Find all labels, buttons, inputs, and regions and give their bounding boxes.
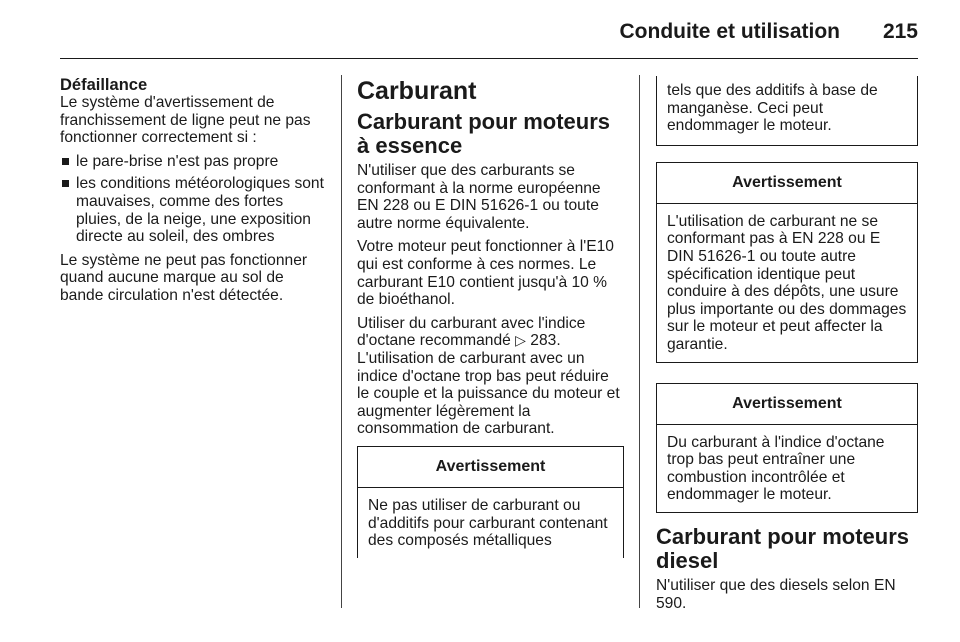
square-bullet-icon [62,158,69,165]
bullet-list [60,153,328,246]
chapter-title: Carburant [357,77,477,105]
section-heading-essence: Carburant pour moteurs à essence [357,109,611,158]
warning-text: Ne pas utiliser de carburant ou d'additifs pour carburant contenant des composés métalliques [368,496,608,550]
page-reference-link[interactable]: 283 [530,332,557,350]
paragraph: Le système ne peut pas fonctionner quand aucune marque au sol de bande circulation n'est détectée. [60,251,308,304]
list-item [60,153,328,171]
page-reference-arrow-icon: ▷ [515,332,526,349]
column-right [656,76,918,618]
page-number: 215 [882,20,918,43]
square-bullet-icon [62,180,69,187]
paragraph-octane: Utiliser du carburant avec l'indice d'octane recommandé ▷ 283. L'utilisation de carburant avec un indice d'octane trop bas peut réduire le couple et la puissance du moteur et augmenter légèrement la consommation de carburant. [357,314,620,438]
column-middle [357,76,624,558]
column-divider [639,75,640,608]
list-item-text: le pare-brise n'est pas propre [76,152,279,170]
column-left [60,76,328,311]
warning-text: Du carburant à l'indice d'octane trop bas peut entraîner une combustion incontrôlée et endommager le moteur. [667,433,885,504]
warning-text: tels que des additifs à base de manganèse. Ceci peut endommager le moteur. [667,82,878,135]
warning-box [656,383,918,513]
warning-box [357,446,624,558]
paragraph: N'utiliser que des diesels selon EN 590. [656,576,896,612]
warning-box [656,162,918,363]
paragraph: Votre moteur peut fonctionner à l'E10 qui est conforme à ces normes. Le carburant E10 contient jusqu'à 10 % de bioéthanol. [357,238,614,309]
warning-text: L'utilisation de carburant ne se conformant pas à EN 228 ou E DIN 51626-1 ou toute autre spécification identique peut conduire à des dépôts, une usure plus importante ou des dommages sur le moteur et peut affecter la garantie. [667,212,907,353]
warning-box-continued [656,76,918,146]
paragraph: Le système d'avertissement de franchissement de ligne peut ne pas fonctionner correctement si : [60,94,311,147]
warning-title: Avertissement [657,163,917,204]
warning-title: Avertissement [657,384,917,425]
list-item [60,175,328,245]
header-title: Conduite et utilisation [619,20,840,43]
section-heading-defaillance: Défaillance [60,76,148,94]
paragraph: N'utiliser que des carburants se conformant à la norme européenne EN 228 ou E DIN 51626-1 ou toute autre norme équivalente. [357,162,601,232]
column-divider [341,75,342,608]
page-header [60,10,918,59]
list-item-text: les conditions météorologiques sont mauvaises, comme des fortes pluies, de la neige, une exposition directe au soleil, des ombres [76,175,324,246]
section-heading-diesel: Carburant pour moteurs diesel [656,523,910,573]
warning-title: Avertissement [358,447,623,488]
